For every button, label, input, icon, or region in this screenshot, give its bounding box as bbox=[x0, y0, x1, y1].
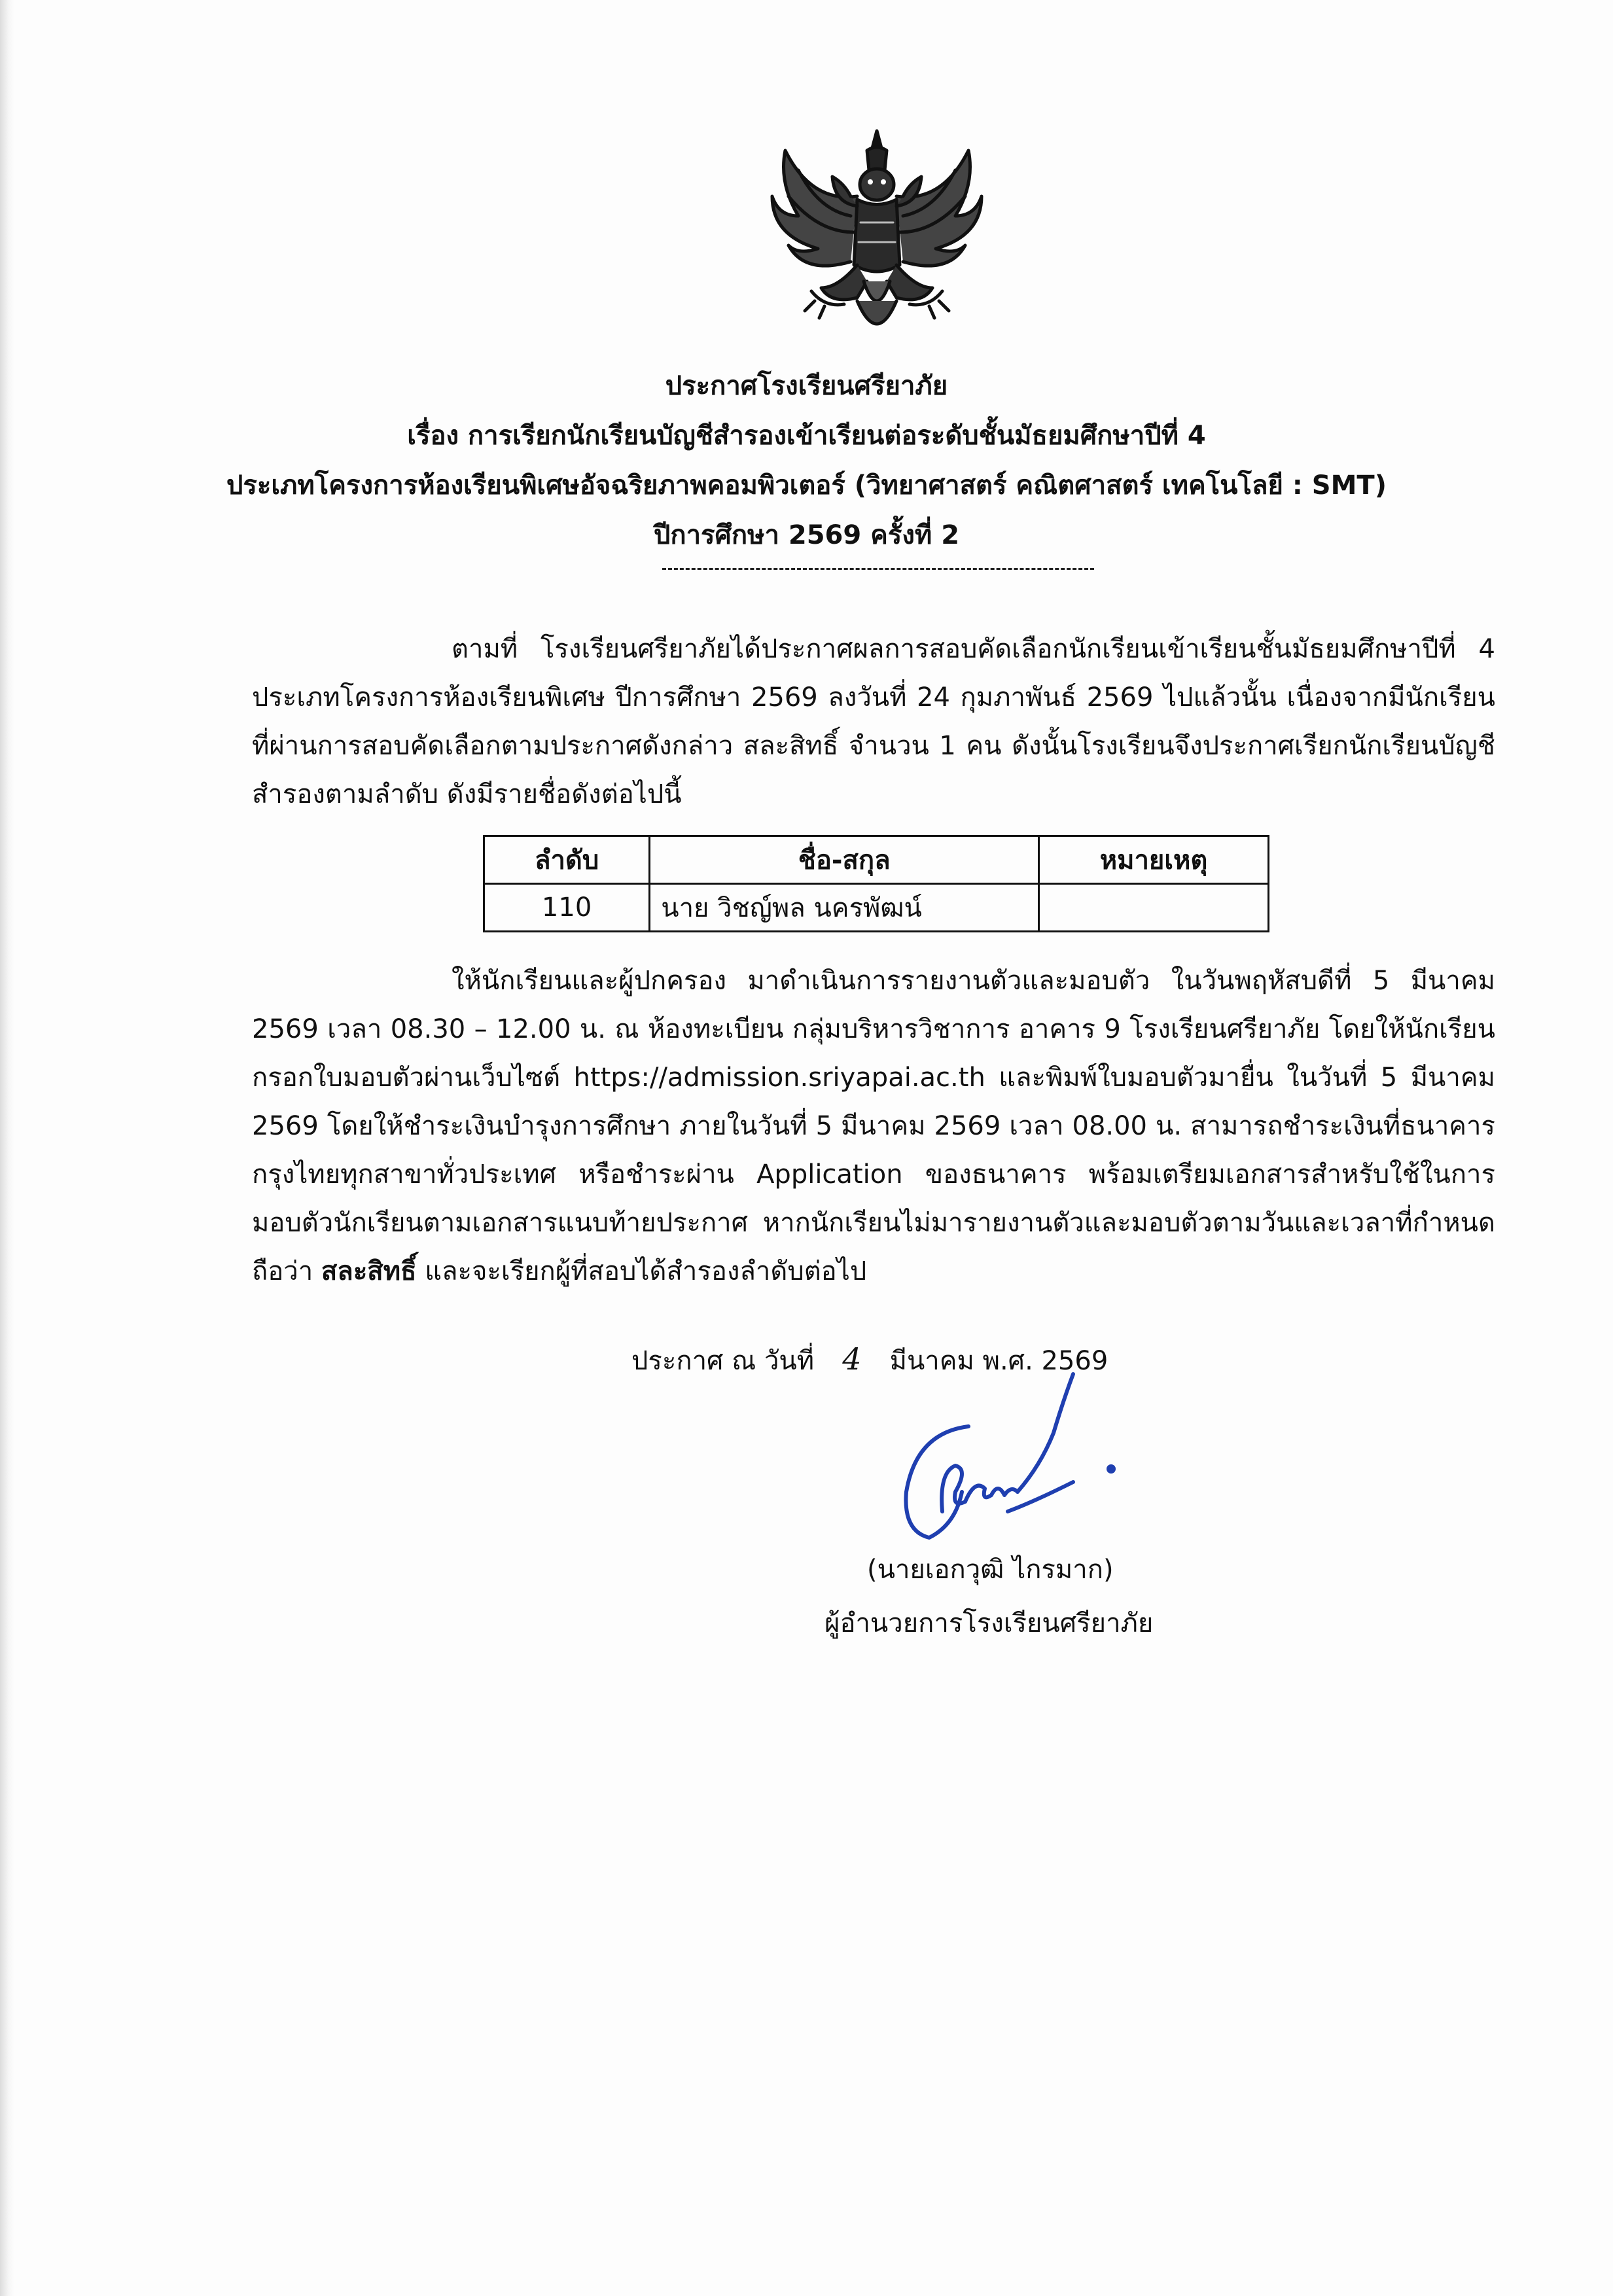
header-name: ชื่อ-สกุล bbox=[650, 836, 1039, 884]
cell-order: 110 bbox=[484, 884, 650, 932]
table-row bbox=[484, 884, 1269, 932]
announcement-year: ปีการศึกษา 2569 ครั้งที่ 2 bbox=[653, 520, 960, 550]
cell-name: นาย วิชญ์พล นครพัฒน์ bbox=[650, 884, 1039, 932]
cell-note bbox=[1039, 884, 1269, 932]
forfeit-emphasis: สละสิทธิ์ bbox=[321, 1256, 417, 1286]
date-suffix: มีนาคม พ.ศ. 2569 bbox=[889, 1346, 1108, 1376]
reserve-list-table bbox=[483, 835, 1269, 932]
scan-edge bbox=[0, 0, 14, 2296]
instruction-paragraph bbox=[252, 957, 1495, 1296]
announcement-subject: เรื่อง การเรียกนักเรียนบัญชีสำรองเข้าเรียนต่อระดับชั้นมัธยมศึกษาปีที่ 4 bbox=[407, 421, 1206, 451]
instruction-text-end: และจะเรียกผู้ที่สอบได้สำรองลำดับต่อไป bbox=[416, 1256, 867, 1286]
signer-position: ผู้อำนวยการโรงเรียนศรียาภัย bbox=[824, 1608, 1154, 1638]
heading-divider bbox=[662, 568, 1094, 570]
intro-paragraph bbox=[252, 625, 1495, 819]
table-header-row bbox=[484, 836, 1269, 884]
header-note: หมายเหตุ bbox=[1039, 836, 1269, 884]
date-prefix: ประกาศ ณ วันที่ bbox=[631, 1346, 815, 1376]
garuda-emblem-icon bbox=[759, 124, 995, 360]
signature-icon bbox=[877, 1361, 1126, 1577]
date-day: 4 bbox=[842, 1341, 862, 1377]
signer-name: (นายเอกวุฒิ ไกรมาก) bbox=[867, 1555, 1114, 1585]
instruction-text: ให้นักเรียนและผู้ปกครอง มาดำเนินการรายงานตัวและมอบตัว ในวันพฤหัสบดีที่ 5 มีนาคม 2569 เวลา 08.30 – 12.00 น. ณ ห้องทะเบียน กลุ่มบริหารวิชาการ อาคาร 9 โรงเรียนศรียาภัย โดยให้นักเรียนกรอกใบมอบตัวผ่านเว็บไซต์ https://admission.sriyapai.ac.th และพิมพ์ใบมอบตัวมายื่น ในวันที่ 5 มีนาคม 2569 โดยให้ชำระเงินบำรุงการศึกษา ภายในวันที่ 5 มีนาคม 2569 เวลา 08.00 น. สามารถชำระเงินที่ธนาคารกรุงไทยทุกสาขาทั่วประเทศ หรือชำระผ่าน Application ของธนาคาร พร้อมเตรียมเอกสารสำหรับใช้ในการมอบตัวนักเรียนตามเอกสารแนบท้ายประกาศ หากนักเรียนไม่มารายงานตัวและมอบตัวตามวันและเวลาที่กำหนดถือว่า bbox=[252, 966, 1495, 1286]
intro-text: ตามที่ โรงเรียนศรียาภัยได้ประกาศผลการสอบคัดเลือกนักเรียนเข้าเรียนชั้นมัธยมศึกษาปีที่ 4 ประเภทโครงการห้องเรียนพิเศษ ปีการศึกษา 2569 ลงวันที่ 24 กุมภาพันธ์ 2569 ไปแล้วนั้น เนื่องจากมีนักเรียนที่ผ่านการสอบคัดเลือกตามประกาศดังกล่าว สละสิทธิ์ จำนวน 1 คน ดังนั้นโรงเรียนจึงประกาศเรียกนักเรียนบัญชีสำรองตามลำดับ ดังมีรายชื่อดังต่อไปนี้ bbox=[252, 634, 1495, 809]
header-order: ลำดับ bbox=[484, 836, 650, 884]
announcement-title: ประกาศโรงเรียนศรียาภัย bbox=[665, 371, 948, 401]
announcement-program: ประเภทโครงการห้องเรียนพิเศษอัจฉริยภาพคอมพิวเตอร์ (วิทยาศาสตร์ คณิตศาสตร์ เทคโนโลยี : SMT) bbox=[226, 470, 1387, 501]
